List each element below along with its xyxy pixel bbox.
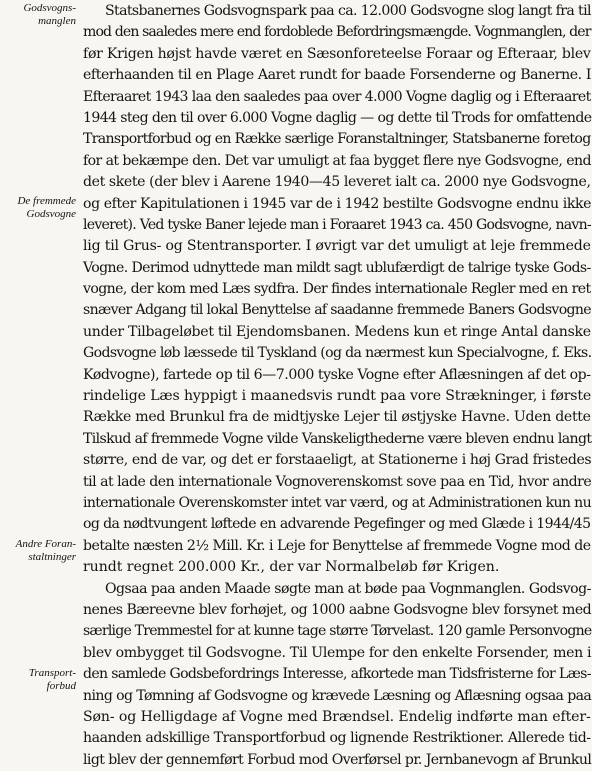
- margin-note-transportforbud: [0, 667, 76, 693]
- margin-note-line: manglen: [38, 15, 76, 27]
- text-line: Statsbanernes Godsvognspark paa ca. 12.000 Godsvogne slog langt fra til: [105, 3, 591, 19]
- text-line: rundt regnet 200.000 Kr., der var Normalbeløb før Krigen.: [83, 559, 500, 576]
- text-line: Kødvogne), fartede op til 6—7.000 tyske Vogne efter Aflæsningen af det op-: [83, 366, 591, 383]
- text-line: Ogsaa paa anden Maade søgte man at bøde paa Vognmanglen. Godsvog-: [105, 580, 591, 597]
- text-line: før Krigen højst havde været en Sæsonforeteelse Foraar og Efteraar, blev: [83, 45, 591, 62]
- text-line: Transportforbud og en Række særlige Foranstaltninger, Statsbanerne foretog: [83, 131, 591, 148]
- text-line: det skete (der blev i Aarene 1940—45 leveret ialt ca. 2000 nye Godsvogne,: [83, 174, 591, 191]
- text-line: efterhaanden til en Plage Aaret rundt for baade Forsenderne og Banerne. I: [83, 67, 591, 84]
- text-line: den samlede Godsbefordrings Interesse, afkortede man Tidsfristerne for Læs-: [83, 666, 591, 683]
- text-line: under Tilbageløbet til Ejendomsbanen. Medens kun et ringe Antal danske: [83, 323, 591, 340]
- text-line: betalte næsten 2½ Mill. Kr. i Leje for Benyttelse af fremmede Vogne mod de: [83, 537, 591, 554]
- text-line: internationale Overenskomster intet var værd, og at Administrationen kun nu: [83, 494, 592, 511]
- margin-note-line: Andre Foran-: [15, 538, 76, 550]
- text-line: og da nødtvungent løftede en advarende Pegefinger og med Glæde i 1944/45: [83, 516, 591, 533]
- text-line: rindelige Læs hyppigt i maanedsvis rundt paa vore Strækninger, i første: [83, 388, 592, 405]
- text-line: nenes Bæreevne blev forhøjet, og 1000 aabne Godsvogne blev forsynet med: [83, 601, 592, 618]
- text-line: vogne, der kom med Læs sydfra. Der findes internationale Regler med en ret: [83, 281, 591, 298]
- text-line: Vogne. Derimod udnyttede man mildt sagt ublufærdigt de talrige tyske Gods-: [83, 259, 591, 276]
- text-line: særlige Tremmestel for at kunne tage større Tørvelast. 120 gamle Personvogne: [83, 623, 592, 640]
- text-line: Efteraaret 1943 laa den saaledes paa over 4.000 Vogne daglig og i Efteraaret: [83, 88, 591, 105]
- text-line: Godsvogne løb læssede til Tyskland (og da nærmest kun Specialvogne, f. Eks.: [83, 345, 592, 362]
- text-line: ligt blev der gennemført Forbud mod Overførsel pr. Jernbanevogn af Brunkul: [83, 751, 592, 768]
- margin-note-line: De fremmede: [17, 195, 76, 207]
- text-line: 1944 steg den til over 6.000 Vogne daglig — og dette til Trods for omfattende: [83, 109, 592, 126]
- text-line: snæver Adgang til lokal Benyttelse af saadanne fremmede Baners Godsvogne: [83, 302, 591, 319]
- margin-note-line: forbud: [46, 680, 76, 692]
- body-text: [83, 1, 591, 771]
- margin-note-line: Godsvogns-: [23, 2, 76, 14]
- text-line: større, end de var, og det er forstaaeligt, at Stationerne i høj Grad fristedes: [83, 452, 592, 469]
- margin-note-andre-foranstaltninger: [0, 538, 76, 564]
- text-line: og efter Kapitulationen i 1945 var de i 1942 bestilte Godsvogne endnu ikke: [83, 195, 592, 212]
- text-line: haanden adskillige Transportforbud og lignende Restriktioner. Allerede tid-: [83, 730, 591, 747]
- margin-note-line: staltninger: [28, 551, 76, 563]
- text-line: mod den saaledes mere end fordoblede Befordringsmængde. Vognmanglen, der: [83, 24, 591, 41]
- margin-note-line: Transport-: [28, 667, 76, 679]
- margin-note-godsvognsmanglen: [0, 2, 76, 28]
- text-line: blev ombygget til Godsvogne. Til Ulempe for den enkelte Forsender, men i: [83, 644, 592, 661]
- text-line: Tilskud af fremmede Vogne vilde Vanskeligthederne være bleven endnu langt: [83, 430, 592, 447]
- text-line: Søn- og Helligdage af Vogne med Brændsel. Endelig indførte man efter-: [83, 708, 591, 725]
- text-line: ning og Tømning af Godsvogne og krævede Læsning og Aflæsning ogsaa paa: [83, 687, 592, 704]
- text-line: Række med Brunkul fra de midtjyske Lejer til østjyske Havne. Uden dette: [83, 409, 591, 426]
- margin-note-de-fremmede-godsvogne: [0, 195, 76, 221]
- text-line: lig til Grus- og Stentransporter. I øvrigt var det umuligt at leje fremmede: [83, 238, 591, 255]
- text-line: til at lade den internationale Vognoverenskomst sove paa en Tid, hvor andre: [83, 473, 592, 490]
- text-line: leveret). Ved tyske Baner lejede man i Foraaret 1943 ca. 450 Godsvogne, navn-: [83, 216, 591, 233]
- text-line: for at bekæmpe den. Det var umuligt at faa bygget flere nye Godsvogne, end: [83, 152, 591, 169]
- margin-note-line: Godsvogne: [26, 208, 76, 220]
